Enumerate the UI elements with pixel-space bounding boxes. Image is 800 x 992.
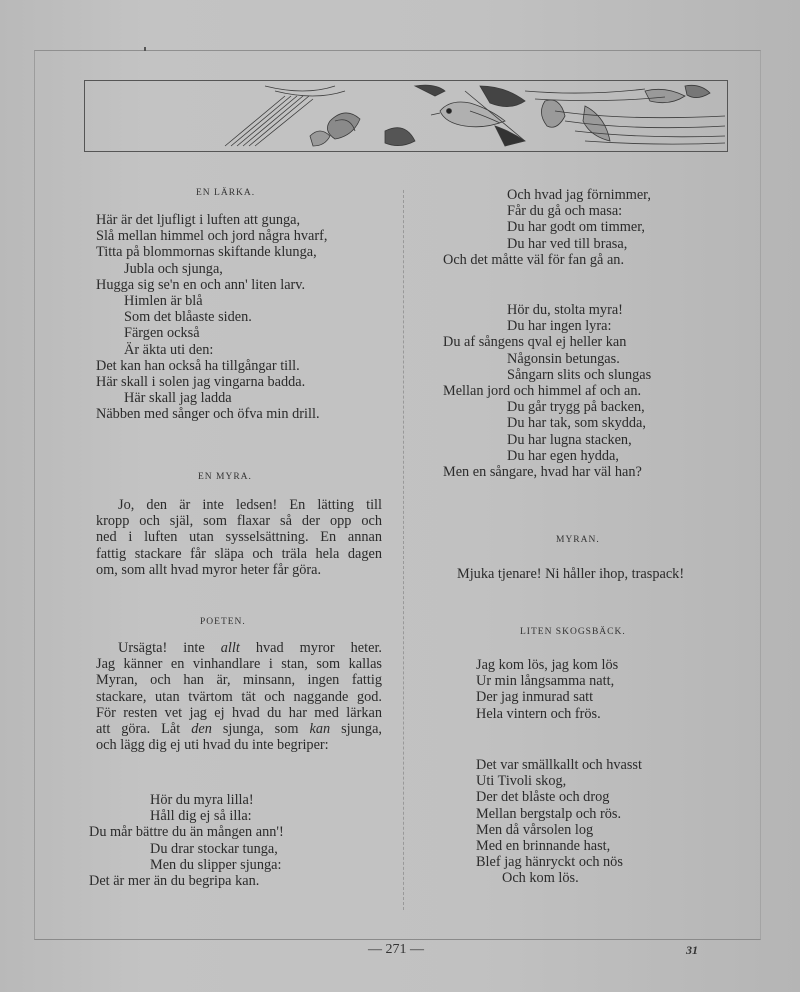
- poem-line: Får du gå och masa:: [507, 203, 623, 220]
- header-banner: [84, 80, 728, 152]
- prose-line: kropp och själ, som flaxar så der opp och: [96, 513, 382, 530]
- poem-line: Håll dig ej så illa:: [150, 808, 252, 825]
- poem-line: Och kom lös.: [502, 870, 579, 887]
- poem-line: Men du slipper sjunga:: [150, 856, 282, 873]
- poem-line: Du har godt om timmer,: [507, 219, 646, 236]
- poem-line: Blef jag hänryckt och nös: [476, 854, 623, 871]
- column-divider: [403, 190, 404, 910]
- sheet-number: 31: [686, 943, 698, 957]
- heading-en-larka: EN LÄRKA.: [196, 188, 256, 198]
- poem-line: Färgen också: [124, 325, 200, 342]
- poem-line: Sångarn slits och slungas: [507, 366, 652, 383]
- poem-line: Här skall i solen jag vingarna badda.: [96, 374, 306, 391]
- poem-line: Det kan han också ha tillgångar till.: [96, 357, 300, 374]
- poem-line: Här skall jag ladda: [124, 390, 232, 407]
- poem-line: Det är mer än du begripa kan.: [89, 873, 260, 890]
- poem-line: Hör du, stolta myra!: [507, 302, 623, 318]
- poem-hor-du-myra: [89, 792, 284, 889]
- poem-line: Jag kom lös, jag kom lös: [476, 657, 619, 673]
- prose-line: stackare, utan tvärtom tät och naggande god.: [96, 688, 382, 705]
- poem-line: Hugga sig se'n en och ann' liten larv.: [96, 276, 306, 293]
- poem-line: Är äkta uti den:: [124, 341, 214, 358]
- poem-skogsback-stanza-1: [476, 657, 618, 722]
- prose-line: Jag känner en vinhandlare i stan, som kallas: [96, 656, 382, 673]
- poem-line: Der jag inmurad satt: [476, 689, 594, 706]
- prose-line: Ursägta! inte allt hvad myror heter.: [118, 640, 383, 656]
- heading-poeten: POETEN.: [200, 617, 246, 627]
- poem-line: Någonsin betungas.: [507, 350, 620, 367]
- poem-line: Med en brinnande hast,: [476, 838, 611, 855]
- prose-line: ned i luften utan sysselsättning. En annan: [96, 529, 382, 546]
- poem-line: Himlen är blå: [124, 293, 203, 310]
- poem-skogsback-stanza-2: [476, 757, 642, 887]
- bird-on-branch-illustration: [85, 81, 727, 151]
- prose-poeten: [96, 640, 382, 753]
- poem-line: Som det blåaste siden.: [124, 309, 252, 326]
- prose-en-myra: [96, 497, 382, 578]
- poem-line: Mellan jord och himmel af och an.: [443, 383, 642, 400]
- poem-line: Du mår bättre du än mången ann'!: [89, 824, 284, 841]
- poem-line: Hela vintern och frös.: [476, 705, 601, 722]
- poem-en-larka: [96, 212, 327, 423]
- heading-liten-skogsback: LITEN SKOGSBÄCK.: [520, 627, 626, 637]
- poem-line: Hör du myra lilla!: [150, 792, 254, 808]
- poem-line: Ur min långsamma natt,: [476, 673, 615, 690]
- poem-line: Uti Tivoli skog,: [476, 773, 567, 790]
- poem-line: Du drar stockar tunga,: [150, 840, 278, 857]
- print-speck: [144, 47, 146, 51]
- poem-line: Du af sångens qval ej heller kan: [443, 334, 627, 351]
- poem-line: Du har egen hydda,: [507, 447, 619, 464]
- prose-line: Jo, den är inte ledsen! En lätting till: [118, 497, 382, 513]
- poem-line: Du har lugna stacken,: [507, 431, 632, 448]
- poem-och-hvad: [443, 187, 651, 268]
- page-number: — 271 —: [368, 942, 424, 957]
- poem-line: Det var smällkallt och hvasst: [476, 757, 642, 773]
- poem-line: Du har ved till brasa,: [507, 235, 628, 252]
- poem-line: Och det måtte väl för fan gå an.: [443, 251, 625, 268]
- poem-line: Men då vårsolen log: [476, 821, 594, 838]
- prose-line: och lägg dig ej uti hvad du inte begriper:: [96, 737, 329, 754]
- poem-line: Jubla och sjunga,: [124, 260, 223, 277]
- poem-line: Der det blåste och drog: [476, 789, 610, 806]
- prose-line: För resten vet jag ej hvad du har med lärkan: [96, 704, 382, 721]
- poem-line: Du går trygg på backen,: [507, 399, 645, 416]
- reply-line: Mjuka tjenare! Ni håller ihop, traspack!: [457, 566, 685, 582]
- poem-line: Du har ingen lyra:: [507, 318, 612, 335]
- poem-line: Näbben med sånger och öfva min drill.: [96, 406, 320, 423]
- prose-line: att göra. Låt den sjunga, som kan sjunga,: [96, 721, 382, 738]
- poem-line: Titta på blommornas skiftande klunga,: [96, 244, 317, 261]
- prose-line: fattig stackare får släpa och träla hela dagen: [96, 545, 382, 562]
- prose-line: Myran, och han är, minsann, ingen fattig: [96, 672, 382, 689]
- myran-reply: [457, 566, 684, 582]
- heading-en-myra: EN MYRA.: [198, 472, 252, 482]
- prose-line: om, som allt hvad myror heter får göra.: [96, 561, 322, 578]
- poem-line: Mellan bergstalp och rös.: [476, 805, 622, 822]
- heading-myran: MYRAN.: [556, 535, 600, 545]
- poem-line: Och hvad jag förnimmer,: [507, 187, 651, 203]
- poem-stolta-myra: [443, 302, 651, 480]
- poem-line: Här är det ljufligt i luften att gunga,: [96, 212, 301, 228]
- poem-line: Du har tak, som skydda,: [507, 415, 646, 432]
- poem-line: Men en sångare, hvad har väl han?: [443, 464, 642, 481]
- poem-line: Slå mellan himmel och jord några hvarf,: [96, 228, 328, 245]
